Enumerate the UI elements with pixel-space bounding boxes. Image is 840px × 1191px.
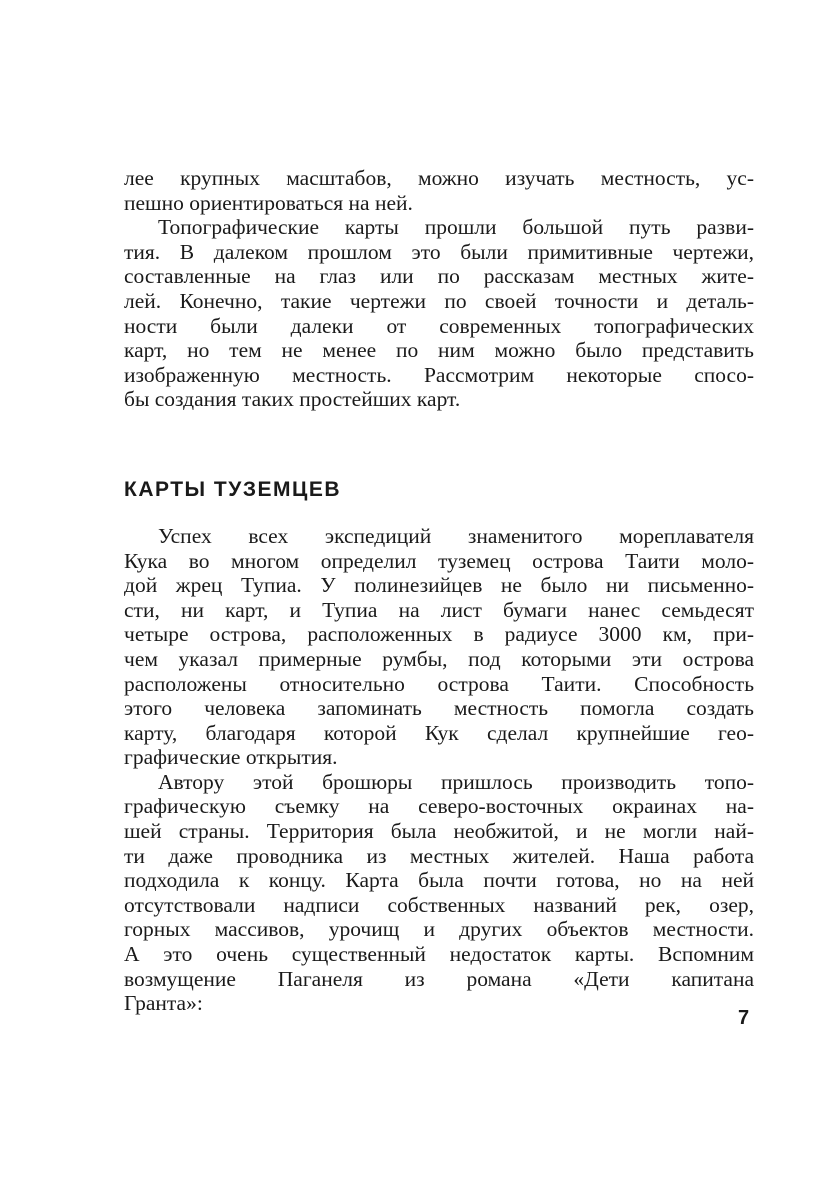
text-line: отсутствовали надписи собственных названий рек, озер,: [124, 892, 754, 917]
text-line: возмущение Паганеля из романа «Дети капитана: [124, 966, 754, 991]
paragraph-4: [124, 770, 754, 1016]
page-number: 7: [738, 1007, 750, 1029]
text-line: карт, но тем не менее по ним можно было представить: [124, 338, 754, 363]
text-line: тия. В далеком прошлом это были примитивные чертежи,: [124, 239, 754, 264]
text-line: четыре острова, расположенных в радиусе 3000 км, при-: [124, 622, 754, 647]
text-line: ти даже проводника из местных жителей. Наша работа: [124, 843, 754, 868]
text-line: шей страны. Территория была необжитой, и не могли най-: [124, 819, 754, 844]
text-line: подходила к концу. Карта была почти готова, но на ней: [124, 868, 754, 893]
paragraph-3: [124, 524, 754, 770]
book-page: [124, 166, 754, 1016]
text-line: сти, ни карт, и Тупиа на лист бумаги нанес семьдесят: [124, 597, 754, 622]
text-line: лее крупных масштабов, можно изучать местность, ус-: [124, 166, 754, 190]
text-line: А это очень существенный недостаток карты. Вспомним: [124, 942, 754, 967]
text-line: изображенную местность. Рассмотрим некоторые спосо-: [124, 362, 754, 387]
paragraph-2: [124, 215, 754, 412]
text-line: Успех всех экспедиций знаменитого мореплавателя: [158, 523, 754, 548]
text-line: Гранта»:: [124, 991, 203, 1016]
text-line: Кука во многом определил туземец острова Таити моло-: [124, 548, 754, 573]
section-heading: КАРТЫ ТУЗЕМЦЕВ: [124, 477, 341, 501]
text-line: ности были далеки от современных топографических: [124, 313, 754, 338]
text-line: пешно ориентироваться на ней.: [124, 190, 413, 215]
text-line: карту, благодаря которой Кук сделал крупнейшие гео-: [124, 720, 754, 745]
text-line: лей. Конечно, такие чертежи по своей точности и деталь-: [124, 288, 754, 313]
text-line: графические открытия.: [124, 745, 338, 770]
paragraph-1: [124, 166, 754, 215]
text-line: составленные на глаз или по рассказам местных жите-: [124, 264, 754, 289]
text-line: чем указал примерные румбы, под которыми эти острова: [124, 646, 754, 671]
text-line: расположены относительно острова Таити. Способность: [124, 671, 754, 696]
text-line: дой жрец Тупиа. У полинезийцев не было ни письменно-: [124, 573, 754, 598]
text-line: графическую съемку на северо-восточных окраинах на-: [124, 794, 754, 819]
text-line: бы создания таких простейших карт.: [124, 387, 461, 412]
text-line: Автору этой брошюры пришлось производить топо-: [158, 769, 754, 794]
text-line: этого человека запоминать местность помогла создать: [124, 696, 754, 721]
text-line: горных массивов, урочищ и других объектов местности.: [124, 917, 754, 942]
text-line: Топографические карты прошли большой путь разви-: [158, 215, 754, 240]
